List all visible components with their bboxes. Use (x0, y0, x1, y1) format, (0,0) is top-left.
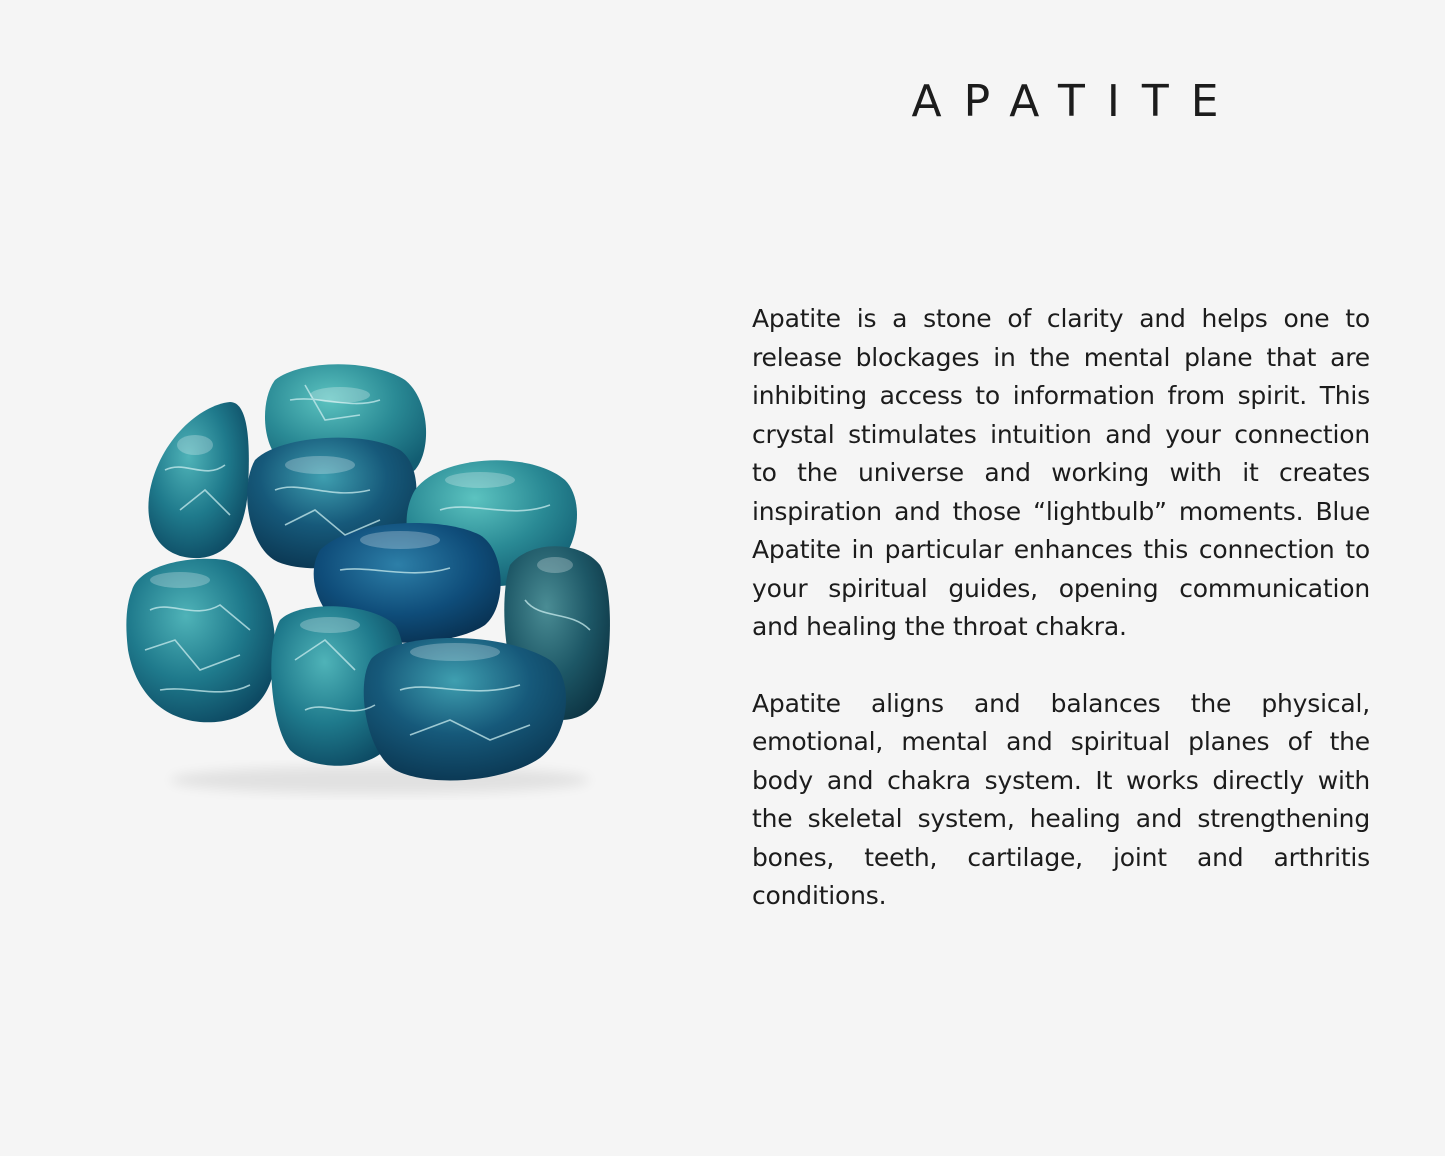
apatite-stones-image (110, 340, 630, 820)
description (752, 300, 1370, 954)
page-title: APATITE (911, 76, 1241, 127)
tumbled-stones-icon (110, 340, 630, 820)
description-paragraph-1: Apatite is a stone of clarity and helps one to release blockages in the mental plane that are inhibiting access to information from spirit. This crystal stimulates intuition and your connection to the universe and working with it creates inspiration and those “lightbulb” moments. Blue Apatite in particular enhances this connection to your spiritual guides, opening communication and healing the throat chakra. (752, 304, 1370, 641)
stone-2 (148, 402, 248, 558)
description-paragraph-2: Apatite aligns and balances the physical, emotional, mental and spiritual planes of the body and chakra system. It works directly with the skeletal system, healing and strengthening bones, teeth, cartilage, joint and arthritis conditions. (752, 688, 1370, 910)
